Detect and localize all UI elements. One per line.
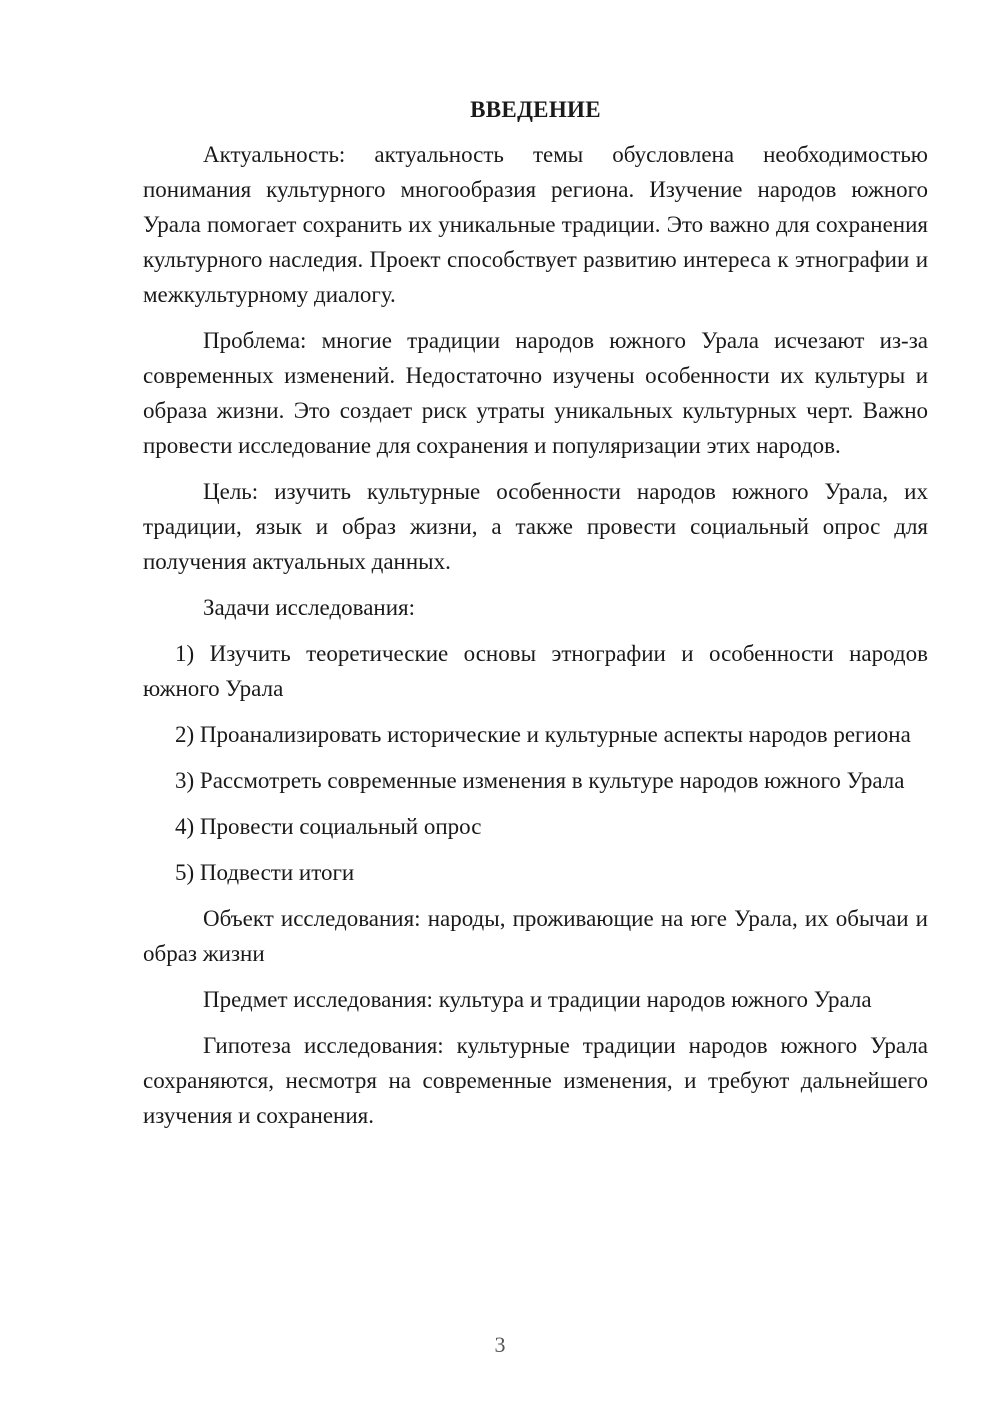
paragraph-object: Объект исследования: народы, проживающие на юге Урала, их обычаи и образ жизни (143, 906, 928, 966)
task-item: 2) Проанализировать исторические и культурные аспекты народов региона (175, 722, 911, 747)
paragraph-hypothesis: Гипотеза исследования: культурные традиции народов южного Урала сохраняются, несмотря на современные изменения, и требуют дальнейшего изучения и сохранения. (143, 1033, 928, 1128)
page-number: 3 (494, 1332, 506, 1357)
tasks-heading: Задачи исследования: (203, 595, 416, 620)
paragraph-problem: Проблема: многие традиции народов южного Урала исчезают из-за современных изменений. Недостаточно изучены особенности их культуры и образа жизни. Это создает риск утраты уникальных культурных черт. Важно провести исследование для сохранения и популяризации этих народов. (143, 328, 928, 458)
task-item: 5) Подвести итоги (175, 860, 355, 885)
paragraph-relevance: Актуальность: актуальность темы обусловлена необходимостью понимания культурного многообразия региона. Изучение народов южного Урала помогает сохранить их уникальные традиции. Это важно для сохранения культурного наследия. Проект способствует развитию интереса к этнографии и межкультурному диалогу. (143, 142, 928, 307)
section-title: ВВЕДЕНИЕ (470, 97, 601, 122)
paragraph-subject: Предмет исследования: культура и традиции народов южного Урала (203, 987, 872, 1012)
task-item: 3) Рассмотреть современные изменения в культуре народов южного Урала (175, 768, 905, 793)
document-page (143, 95, 928, 1144)
paragraph-goal: Цель: изучить культурные особенности народов южного Урала, их традиции, язык и образ жизни, а также провести социальный опрос для получения актуальных данных. (143, 479, 928, 574)
task-item: 4) Провести социальный опрос (175, 814, 482, 839)
task-item: 1) Изучить теоретические основы этнографии и особенности народов южного Урала (143, 641, 928, 701)
